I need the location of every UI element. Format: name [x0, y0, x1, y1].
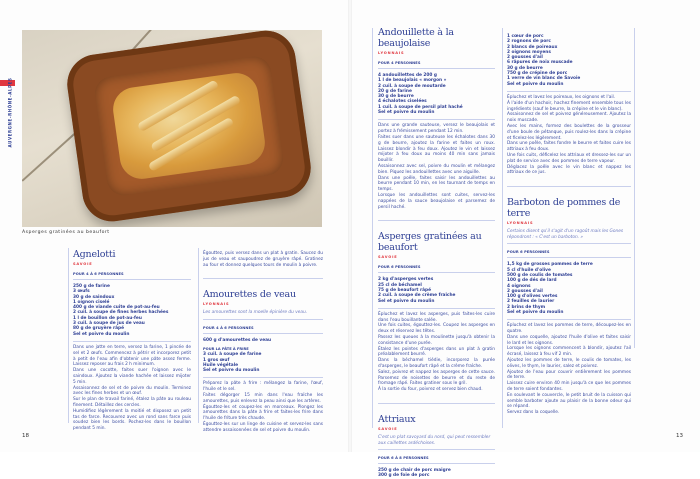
method-step: Lorsque les oignons commencent à blondir, ajoutez l'ail écrasé, laissez à feu vif 2 min. — [507, 346, 631, 358]
ingredient-item: Huile végétale — [203, 362, 239, 368]
column-rule — [68, 248, 69, 423]
ingredient-item: 600 g d'amourettes de veau — [203, 337, 272, 343]
recipe-title: Andouillette à la beaujolaise — [378, 27, 454, 49]
ingredient-item: 4 oignons — [507, 283, 531, 289]
method-step: Humidifiez légèrement la moitié et disposez un petit tas de farce. Recouvrez avec un rond sans farce puis soudez bien les bords. Pochez-les dans le bouillon pendant 5 min. — [73, 408, 191, 432]
ingredient-item: Sel et poivre du moulin — [507, 309, 564, 315]
ingredient-item: 3 cuil. à soupe de farine — [203, 352, 262, 358]
ingredient-list — [378, 73, 495, 115]
ingredient-item: 5 cl d'huile d'olive — [507, 267, 551, 273]
method-step: Dans une poêle, faites saisir les andouillettes au beurre pendant 10 min, en les tournant de temps en temps. — [378, 175, 495, 193]
method-step: À la sortie du four, poivrez et servez bien chaud. — [378, 387, 483, 393]
page-number: 18 — [22, 433, 29, 439]
ingredient-item: 6 râpures de noix muscade — [507, 60, 573, 66]
method-step: Déglacez la poêle avec le vin blanc et nappez les attriaux de ce jus. — [507, 164, 631, 176]
column-rule — [634, 28, 635, 348]
recipe-attriaux — [378, 414, 495, 479]
ingredient-item: Sel et poivre du moulin — [378, 110, 435, 116]
method-step: En soulevant le couvercle, le petit bruit de la cuisson qui semble barboter ajoute au plaisir de la bonne odeur qui se répand. — [507, 392, 631, 410]
method-step: Épluchez et lavez les asperges, puis faites-les cuire dans l'eau bouillante salée. — [378, 311, 495, 323]
ingredient-item: 1 l de bouillon de pot-au-feu — [73, 315, 142, 321]
method-step: À l'aide d'un hachoir, hachez finement ensemble tous les ingrédients (sauf le beurre, la crépine et le vin blanc). — [507, 100, 631, 112]
recipe-region: SAVOIE — [378, 426, 398, 431]
recipe-title: Barboton de pommes de terre — [507, 197, 621, 220]
ingredient-subheading: POUR LA PÂTE À FRIRE — [203, 347, 249, 352]
method-step: Égouttez-les et coupez-les en morceaux. Plongez les amourettes dans la pâte à frire et faites-les frire dans l'huile de friture très chaude. — [203, 404, 323, 422]
ingredient-item: 80 g de gruyère râpé — [73, 326, 125, 332]
ingredient-list — [507, 262, 631, 315]
ingredient-item: 1,5 kg de grosses pommes de terre — [507, 262, 593, 268]
column-rule — [198, 248, 199, 423]
ingredient-item: 2 gousses d'ail — [507, 55, 543, 61]
ingredient-item: 500 g de coulis de tomates — [507, 272, 573, 278]
recipe-title: Asperges gratinées au beaufort — [378, 231, 482, 254]
recipe-title: Agnelotti — [73, 249, 116, 260]
recipe-servings: POUR 4 PERSONNES — [378, 61, 495, 69]
ingredient-item: Sel et poivre du moulin — [378, 298, 435, 304]
ingredient-item: 250 g de chair de porc maigre — [378, 468, 451, 474]
method-steps — [378, 119, 495, 210]
method-step: Une fois cuits, déficelez les attriaux et dressez-les sur un plat de service avec des pommes de terre vapeur. — [507, 152, 631, 164]
recipe-region: LYONNAIS — [203, 302, 230, 307]
method-steps — [203, 377, 323, 433]
method-step: Dans une cocotte, faites suer l'oignon avec le saindoux. Ajoutez la viande hachée et laissez mijoter 5 min. — [73, 368, 191, 385]
page-number: 13 — [676, 433, 683, 439]
method-step: Une fois cuites, égouttez-les. Coupez les asperges en deux et réservez les têtes. — [378, 323, 495, 335]
column — [73, 249, 191, 432]
method-step: Ajoutez les pommes de terre, le coulis de tomates, les olives, le thym, le laurier, salez et poivrez. — [507, 358, 631, 369]
ingredient-item: 2 kg d'asperges vertes — [378, 277, 434, 283]
recipe-servings: POUR 6 PERSONNES — [378, 265, 495, 273]
column — [203, 251, 323, 434]
method-step: Laissez cuire environ 40 min jusqu'à ce que les pommes de terre soient fondantes. — [507, 381, 631, 393]
ingredient-item: 2 blancs de poireaux — [507, 44, 558, 50]
book-gutter — [348, 0, 352, 452]
method-step: Dans la béchamel tiédie, incorporez la purée d'asperges, le beaufort râpé et la crème fraîche. — [378, 358, 495, 369]
ingredient-item: Sel et poivre du moulin — [507, 81, 564, 87]
method-steps — [507, 319, 631, 416]
column-rule — [372, 28, 373, 428]
column — [507, 30, 631, 416]
method-step: Préparez la pâte à frire : mélangez la farine, l'œuf, l'huile et le sel. — [203, 381, 323, 393]
recipe-amourettes — [203, 289, 323, 433]
ingredient-item: 2 oignons moyens — [507, 49, 551, 55]
method-step: Passez les queues à la moulinette jusqu'à obtenir la consistance d'une purée. — [378, 335, 495, 346]
method-steps — [73, 341, 191, 432]
method-step: Dans une jatte en terre, versez la farine, 1 pincée de sel et 2 œufs. Commencez à pétrir et incorporez petit à petit de l'eau afin d'obtenir une pâte assez ferme. Laissez reposer au frais 2 h minimum. — [73, 344, 191, 368]
ingredient-item: 100 g d'olives vertes — [507, 294, 558, 300]
recipe-asperges — [378, 231, 495, 393]
ingredient-item: 3 œufs — [73, 289, 90, 295]
column — [378, 27, 495, 479]
recipe-region: LYONNAIS — [378, 51, 405, 55]
ingredient-item: 30 g de beurre — [378, 94, 414, 100]
region-side-label: AUVERGNE-RHÔNE-ALPES — [7, 77, 13, 148]
ingredient-item: Sel et poivre du moulin — [73, 331, 130, 337]
ingredient-item: 400 g de viande cuite de pot-au-feu — [73, 305, 160, 311]
recipe-agnelotti — [203, 251, 323, 268]
ingredient-item: 4 échalotes ciselées — [378, 99, 427, 105]
ingredient-item: 2 cuil. à soupe de moutarde — [378, 83, 446, 89]
ingredient-list — [507, 34, 631, 87]
dish-photo — [22, 30, 322, 227]
recipe-servings: POUR 6 PERSONNES — [507, 250, 631, 258]
method-step: Épluchez et lavez les poireaux, les oignons et l'ail. — [507, 94, 616, 100]
ingredient-item: 2 gousses d'ail — [507, 288, 543, 294]
method-step: Égouttez, puis versez dans un plat à gratin. Saucez du jus de veau et saupoudrez de gruyère râpé. Gratinez au four et donnez quelques tours de moulin à poivre. — [203, 251, 323, 268]
method-step: Faites dégorger 15 min dans l'eau fraîche les amourettes, puis enlevez la peau ainsi que les artères. — [203, 393, 323, 404]
method-step: Servez dans la coquelle. — [507, 410, 560, 416]
ingredient-list — [73, 284, 191, 337]
recipe-intro: Les amourettes sont la moelle épinière du veau. — [203, 310, 323, 320]
ingredient-list — [378, 468, 495, 479]
ingredient-item: 1 cœur de porc — [507, 34, 544, 39]
ingredient-item: 750 g de crépine de porc — [507, 71, 568, 77]
method-steps — [378, 308, 495, 393]
ingredient-item: 1 oignon ciselé — [73, 299, 110, 305]
ingredient-item: 250 g de farine — [73, 284, 110, 289]
method-steps — [507, 91, 631, 176]
method-steps — [203, 251, 323, 268]
ingredient-item: 100 g de dés de lard — [507, 278, 557, 284]
ingredient-item: 2 brins de thym — [507, 304, 546, 310]
recipe-intro: C'est un plat savoyard du nord, qui peut ressembler aux caillettes ardéchoises. — [378, 435, 495, 450]
right-page — [350, 0, 700, 479]
recipe-region: SAVOIE — [73, 262, 93, 266]
ingredient-item: 30 g de beurre — [507, 65, 543, 71]
recipe-region: LYONNAIS — [507, 221, 534, 226]
method-step: Dans une poêle, faites fondre le beurre et faites cuire les attriaux à feu doux. — [507, 141, 631, 153]
method-step: Assaisonnez avec sel, poivre du moulin et mélangez bien. Piquez les andouillettes avec une aiguille. — [378, 163, 495, 175]
method-step: Assaisonnez de sel et de poivre du moulin. Terminez avec les fines herbes et un œuf. — [73, 385, 191, 397]
method-step: Lorsque les andouillettes sont cuites, servez-les nappées de la sauce beaujolaise et parsemez de persil haché. — [378, 192, 495, 210]
method-step: Sur le plan de travail fariné, étalez la pâte au rouleau finement. Détaillez des cercles. — [73, 397, 191, 408]
ingredient-item: 2 cuil. à soupe de fines herbes hachées — [73, 310, 169, 316]
recipe-intro: Certains disent qu'il s'agit d'un ragoût mais les Gones répondront : « C'est un barboton. » — [507, 229, 631, 244]
ingredient-item: 30 g de saindoux — [73, 294, 115, 300]
method-step: Salez, poivrez et nappez les asperges de cette sauce. Parsemez de noisettes de beurre et du reste de fromage râpé. Faites gratiner sous le gril. — [378, 369, 495, 387]
ingredient-item: 1 gros œuf — [203, 357, 230, 363]
method-step: Épluchez et lavez les pommes de terre, découpez-les en quatre. — [507, 323, 631, 335]
ingredient-list — [203, 352, 323, 373]
left-page — [0, 0, 350, 452]
method-step: Assaisonnez de sel et poivrez généreusement. Ajoutez la noix muscade. — [507, 112, 631, 124]
ingredient-item: 1 verre de vin blanc de Savoie — [507, 76, 581, 82]
ingredient-item: 3 cuil. à soupe de jus de veau — [73, 321, 145, 327]
ingredient-item: 2 cuil. à soupe de crème fraîche — [378, 293, 456, 299]
ingredient-item: Sel et poivre du moulin — [203, 368, 260, 374]
ingredient-item: 75 g de beaufort râpé — [378, 287, 431, 293]
ingredient-item: 2 rognons de porc — [507, 39, 551, 45]
method-step: Ajoutez de l'eau pour couvrir entièrement les pommes de terre. — [507, 369, 631, 381]
ingredient-list — [378, 277, 495, 303]
recipe-attriaux — [507, 34, 631, 176]
method-step: Dans une grande sauteuse, versez le beaujolais et portez à frémissement pendant 12 min. — [378, 123, 495, 135]
method-step: Avec les mains, formez des boulettes de la grosseur d'une boule de pétanque, puis roulez-les dans la crépine et ficelez-les légèrement. — [507, 123, 631, 141]
recipe-servings: POUR 4 À 6 PERSONNES — [203, 326, 323, 334]
recipe-servings: POUR 6 À 8 PERSONNES — [378, 456, 495, 464]
ingredient-item: 25 cl de béchamel — [378, 282, 422, 288]
method-step: Dans une coquelle, ajoutez l'huile d'olive et faites saisir le lard et les oignons. — [507, 334, 631, 346]
method-step: Égouttez-les sur un linge de cuisine et servez-les sans attendre assaisonnées de sel et poivre du moulin. — [203, 422, 323, 433]
ingredient-item: 4 andouillettes de 200 g — [378, 73, 437, 78]
ingredient-item: 300 g de foie de porc — [378, 473, 430, 479]
recipe-region: SAVOIE — [378, 255, 398, 260]
recipe-title: Amourettes de veau — [203, 289, 296, 301]
ingredient-item: 2 feuilles de laurier — [507, 299, 555, 305]
method-step: Faites suer dans une sauteuse les échalotes dans 30 g de beurre, ajoutez la farine et faites un roux. Laissez blondir à feu doux. Ajoutez le vin et laissez mijoter à feu doux au moins 40 min sans jamais bouillir. — [378, 134, 495, 164]
ingredient-item: 1 cuil. à soupe de persil plat haché — [378, 104, 463, 110]
photo-caption: Asperges gratinées au beaufort — [22, 230, 110, 235]
ingredient-item: 1 l de beaujolais « morgon » — [378, 78, 447, 84]
recipe-andouillette — [378, 27, 495, 210]
column-rule — [502, 28, 503, 428]
recipe-barboton — [507, 197, 631, 416]
method-step: Étalez les pointes d'asperges dans un plat à gratin préalablement beurré. — [378, 346, 495, 358]
recipe-agnelotti — [73, 249, 191, 432]
recipe-title: Attriaux — [378, 413, 416, 425]
recipe-servings: POUR 4 À 6 PERSONNES — [73, 272, 191, 280]
ingredient-item: 20 g de farine — [378, 88, 412, 94]
ingredient-list — [203, 338, 323, 343]
